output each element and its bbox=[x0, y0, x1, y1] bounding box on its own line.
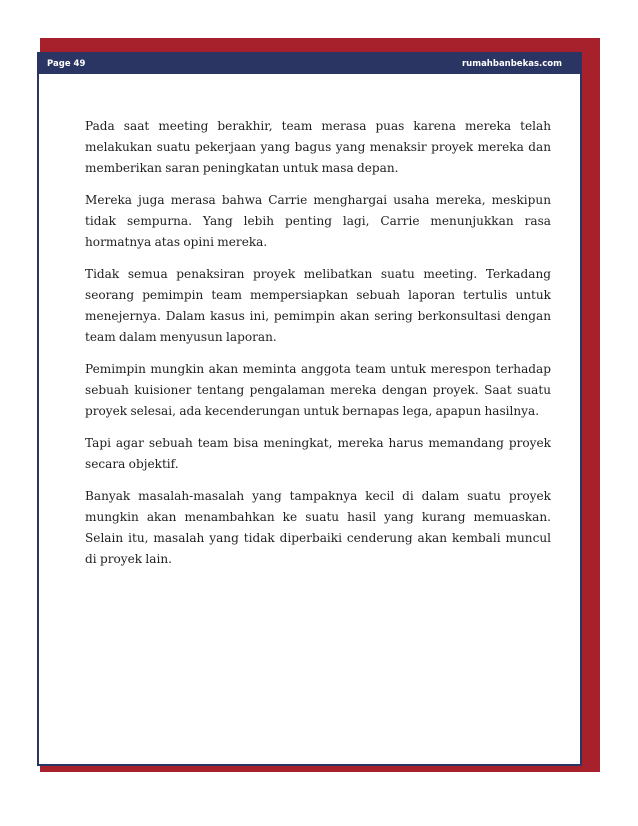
body-text bbox=[85, 116, 551, 581]
page-frame bbox=[37, 52, 582, 766]
paragraph: Mereka juga merasa bahwa Carrie menghargai usaha mereka, meskipun tidak sempurna. Yang lebih penting lagi, Carrie menunjukkan rasa hormatnya atas opini mereka. bbox=[85, 193, 551, 249]
site-name: rumahbanbekas.com bbox=[461, 59, 562, 69]
paragraph: Tapi agar sebuah team bisa meningkat, mereka harus memandang proyek secara objektif. bbox=[85, 436, 551, 471]
page-number: Page 49 bbox=[47, 59, 86, 69]
paragraph: Pemimpin mungkin akan meminta anggota team untuk merespon terhadap sebuah kuisioner tentang pengalaman mereka dengan proyek. Saat suatu proyek selesai, ada kecenderungan untuk bernapas lega, apapun hasilnya. bbox=[85, 362, 551, 418]
paragraph: Pada saat meeting berakhir, team merasa puas karena mereka telah melakukan suatu pekerjaan yang bagus yang menaksir proyek mereka dan memberikan saran peningkatan untuk masa depan. bbox=[85, 119, 551, 175]
page-header bbox=[39, 54, 580, 74]
paragraph: Tidak semua penaksiran proyek melibatkan suatu meeting. Terkadang seorang pemimpin team mempersiapkan sebuah laporan tertulis untuk menejernya. Dalam kasus ini, pemimpin akan sering berkonsultasi dengan team dalam menyusun laporan. bbox=[85, 267, 551, 344]
paragraph: Banyak masalah-masalah yang tampaknya kecil di dalam suatu proyek mungkin akan menambahkan ke suatu hasil yang kurang memuaskan. Selain itu, masalah yang tidak diperbaiki cenderung akan kembali muncul di proyek lain. bbox=[85, 489, 551, 566]
